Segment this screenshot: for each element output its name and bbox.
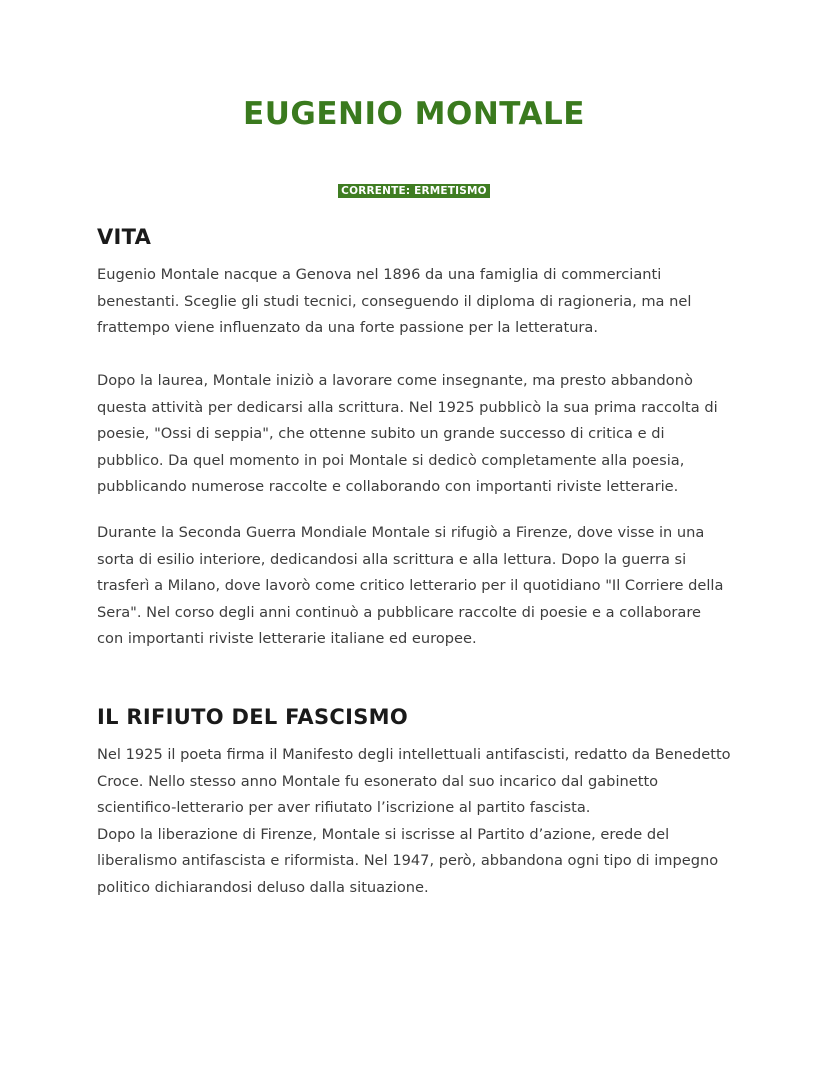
- paragraph-vita-3: Durante la Seconda Guerra Mondiale Montale si rifugiò a Firenze, dove visse in una sorta di esilio interiore, dedicandosi alla scrittura e alla lettura. Dopo la guerra si trasferì a Milano, dove lavorò come critico letterario per il quotidiano "Il Corriere della Sera". Nel corso degli anni continuò a pubblicare raccolte di poesie e a collaborare con importanti riviste letterarie italiane ed europee.: [97, 524, 724, 647]
- paragraph-vita-2: Dopo la laurea, Montale iniziò a lavorare come insegnante, ma presto abbandonò questa attività per dedicarsi alla scrittura. Nel 1925 pubblicò la sua prima raccolta di poesie, "Ossi di seppia", che ottenne subito un grande successo di critica e di pubblico. Da quel momento in poi Montale si dedicò completamente alla poesia, pubblicando numerose raccolte e collaborando con importanti riviste letterarie.: [97, 372, 718, 495]
- section-heading-vita: VITA: [97, 225, 152, 249]
- page-title: EUGENIO MONTALE: [243, 96, 585, 132]
- paragraph-fascismo-1: Nel 1925 il poeta firma il Manifesto degli intellettuali antifascisti, redatto da Benedetto Croce. Nello stesso anno Montale fu esonerato dal suo incarico dal gabinetto scientifico-letterario per aver rifiutato l’iscrizione al partito fascista. Dopo la liberazione di Firenze, Montale si iscrisse al Partito d’azione, erede del liberalismo antifascista e riformista. Nel 1947, però, abbandona ogni tipo di impegno politico dichiarandosi deluso dalla situazione.: [97, 746, 731, 896]
- section-heading-fascismo: IL RIFIUTO DEL FASCISMO: [97, 705, 408, 729]
- badge-row: [0, 179, 828, 198]
- paragraph-vita-1: Eugenio Montale nacque a Genova nel 1896 da una famiglia di commercianti benestanti. Sceglie gli studi tecnici, conseguendo il diploma di ragioneria, ma nel frattempo viene influenzato da una forte passione per la letteratura.: [97, 266, 692, 336]
- movement-badge: CORRENTE: ERMETISMO: [338, 184, 490, 198]
